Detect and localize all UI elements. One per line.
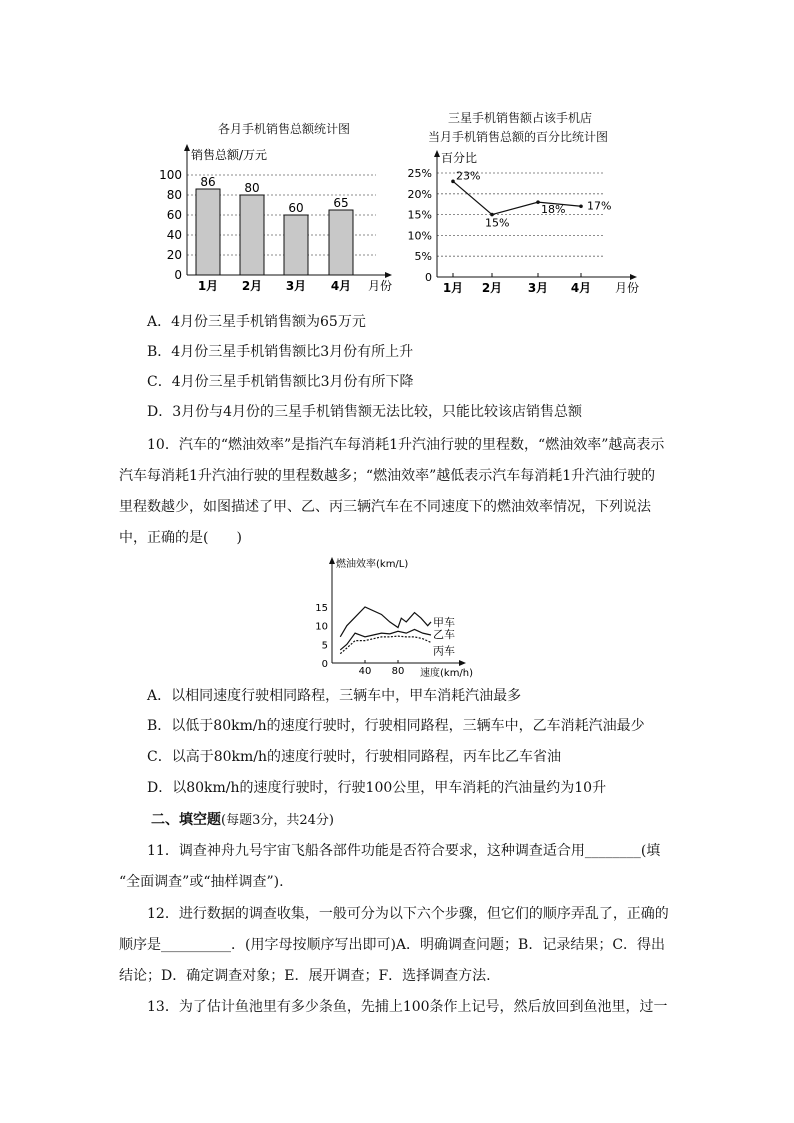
y-tick-label: 10% (407, 229, 432, 243)
q13-line1: 13．为了估计鱼池里有多少条鱼，先捕上100条作上记号，然后放回到鱼池里，过一 (147, 999, 668, 1015)
x-tick-label: 1月 (197, 279, 219, 293)
y-tick-label: 20 (166, 248, 182, 262)
bar-chart-title: 各月手机销售总额统计图 (218, 122, 351, 136)
q11-line2: “全面调查”或“抽样调查”). (119, 874, 284, 890)
y-tick-label: 0 (321, 659, 328, 670)
y-tick-label: 5% (414, 250, 432, 264)
x-tick-label: 2月 (481, 281, 503, 295)
x-axis-label: 速度(km/h) (420, 668, 474, 679)
q10-option-b: B．以低于80km/h的速度行驶时，行驶相同路程，三辆车中，乙车消耗汽油最少 (147, 718, 645, 734)
x-tick-label: 3月 (527, 281, 549, 295)
q10-stem-line2: 汽车每消耗1升汽油行驶的里程数越多；“燃油效率”越低表示汽车每消耗1升汽油行驶的 (119, 468, 656, 484)
y-axis-label: 燃油效率(km/L) (336, 559, 409, 570)
y-axis-label: 销售总额/万元 (191, 148, 268, 162)
q9-option-c: C．4月份三星手机销售额比3月份有所下降 (147, 374, 414, 390)
x-axis-arrow (459, 660, 466, 666)
x-tick-label: 40 (358, 666, 372, 677)
x-axis-arrow (630, 274, 637, 280)
q10-stem-line3: 里程数越少，如图描述了甲、乙、丙三辆汽车在不同速度下的燃油效率情况，下列说法 (119, 499, 651, 515)
y-tick-label: 15% (407, 208, 432, 222)
line-chart-title-2: 当月手机销售总额的百分比统计图 (428, 130, 609, 144)
q10-stem-line1: 10．汽车的“燃油效率”是指汽车每消耗1升汽油行驶的里程数，“燃油效率”越高表示 (147, 437, 665, 453)
bar-value-label: 86 (200, 175, 216, 189)
series-line (340, 607, 431, 637)
data-value-label: 17% (587, 199, 612, 213)
y-tick-label: 20% (407, 187, 432, 201)
y-tick-label: 5 (321, 640, 328, 652)
bar (284, 215, 308, 275)
section2-note: (每题3分，共24分) (221, 813, 334, 828)
y-axis-label: 百分比 (441, 151, 478, 165)
y-axis-arrow (329, 557, 335, 564)
x-axis-label: 月份 (368, 279, 393, 293)
q9-option-d: D．3月份与4月份的三星手机销售额无法比较，只能比较该店销售总额 (147, 404, 583, 420)
y-tick-label: 0 (174, 268, 182, 282)
series-line (340, 629, 431, 650)
q12-line3: 结论；D．确定调查对象；E．展开调查；F．选择调查方法. (119, 968, 491, 984)
q12-line1: 12．进行数据的调查收集，一般可分为以下六个步骤，但它们的顺序弄乱了，正确的 (147, 906, 669, 922)
q11-line1: 11．调查神舟九号宇宙飞船各部件功能是否符合要求，这种调查适合用________(填 (147, 843, 661, 859)
x-axis-label: 月份 (615, 281, 640, 295)
y-tick-label: 25% (407, 167, 432, 180)
x-tick-label: 4月 (570, 281, 592, 295)
q12-line2: 顺序是__________．(用字母按顺序写出即可)A．明确调查问题；B．记录结果；C．得出 (119, 937, 666, 953)
data-point (536, 200, 540, 204)
series-label: 甲车 (433, 615, 455, 629)
bar-value-label: 80 (244, 181, 260, 195)
x-tick-label: 80 (391, 666, 405, 677)
data-point (451, 180, 455, 184)
series-line (340, 636, 431, 654)
bar-value-label: 60 (288, 201, 304, 215)
x-tick-label: 1月 (442, 281, 464, 295)
y-tick-label: 60 (166, 208, 182, 222)
y-axis-arrow (184, 144, 190, 151)
line-chart-title-1: 三星手机销售额占该手机店 (448, 111, 593, 125)
percent-line-chart (395, 140, 655, 300)
y-tick-label: 100 (159, 168, 182, 182)
x-tick-label: 2月 (241, 279, 263, 293)
section2-title: 二、填空题 (151, 812, 221, 828)
data-value-label: 23% (456, 169, 481, 183)
y-tick-label: 10 (315, 621, 328, 633)
data-point (579, 204, 583, 208)
x-tick-label: 4月 (330, 279, 352, 293)
y-tick-label: 40 (166, 228, 182, 242)
bar (196, 189, 220, 275)
x-axis-arrow (385, 272, 392, 278)
bar (240, 195, 264, 275)
fuel-efficiency-chart (310, 555, 490, 680)
section2-heading (151, 810, 334, 831)
data-value-label: 18% (541, 203, 566, 217)
q10-option-a: A．以相同速度行驶相同路程，三辆车中，甲车消耗汽油最多 (147, 688, 522, 704)
bar-chart (160, 140, 400, 320)
x-tick-label: 3月 (285, 279, 307, 293)
data-value-label: 15% (485, 216, 510, 230)
y-tick-label: 0 (425, 271, 432, 284)
q10-stem-line4: 中，正确的是( ) (119, 530, 242, 546)
bar-value-label: 65 (333, 196, 349, 210)
series-label: 乙车 (433, 628, 455, 641)
y-tick-label: 15 (315, 603, 328, 614)
y-tick-label: 80 (166, 188, 182, 202)
bar (329, 210, 353, 275)
q9-option-b: B．4月份三星手机销售额比3月份有所上升 (147, 344, 414, 360)
q9-option-a: A．4月份三星手机销售额为65万元 (147, 314, 366, 330)
q10-option-d: D．以80km/h的速度行驶时，行驶100公里，甲车消耗的汽油量约为10升 (147, 780, 607, 796)
y-axis-arrow (434, 150, 440, 157)
q10-option-c: C．以高于80km/h的速度行驶时，行驶相同路程，丙车比乙车省油 (147, 749, 562, 765)
series-label: 丙车 (433, 644, 455, 658)
